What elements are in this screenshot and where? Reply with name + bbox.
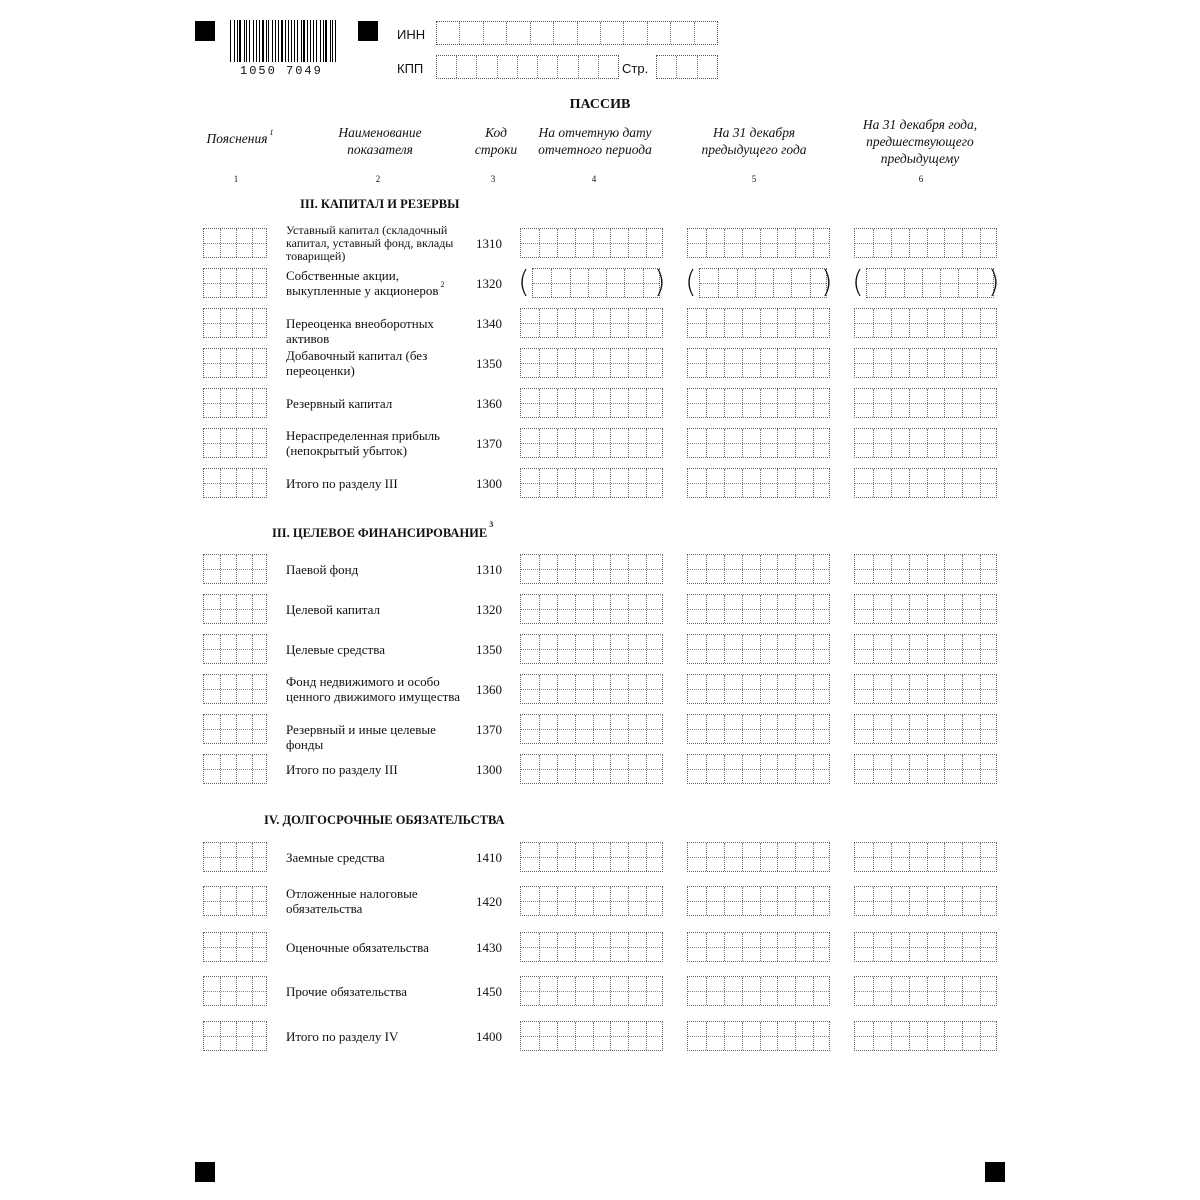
value-prev-year-field[interactable]: [687, 674, 830, 704]
value-prev-year-field[interactable]: [687, 886, 830, 916]
value-current-field[interactable]: [532, 268, 660, 298]
value-year-before-field[interactable]: [854, 674, 997, 704]
row-code: 1350: [476, 356, 502, 371]
value-prev-year-field[interactable]: [687, 754, 830, 784]
notes-field[interactable]: [203, 554, 267, 584]
value-year-before-field[interactable]: [854, 886, 997, 916]
value-current-field[interactable]: [520, 348, 663, 378]
value-current-field[interactable]: [520, 754, 663, 784]
notes-field[interactable]: [203, 1021, 267, 1051]
row-name: Прочие обязательства: [286, 984, 407, 999]
col-number-3: 3: [490, 174, 496, 184]
notes-field[interactable]: [203, 388, 267, 418]
barcode-bar: [246, 20, 247, 62]
open-paren: (: [852, 265, 864, 300]
barcode-bar: [239, 20, 241, 62]
inn-field[interactable]: [436, 21, 718, 45]
barcode-bar: [281, 20, 283, 62]
col-header-current: На отчетную дату отчетного периода: [538, 125, 652, 157]
value-year-before-field[interactable]: [854, 842, 997, 872]
barcode-bar: [256, 20, 257, 62]
row-name: Добавочный капитал (без переоценки): [286, 348, 428, 378]
row-name: Фонд недвижимого и особо ценного движимого имущества: [286, 674, 461, 704]
value-prev-year-field[interactable]: [687, 842, 830, 872]
row-code: 1450: [476, 984, 502, 999]
close-paren: ): [654, 265, 666, 300]
row-code: 1370: [476, 436, 502, 451]
value-current-field[interactable]: [520, 1021, 663, 1051]
value-prev-year-field[interactable]: [687, 932, 830, 962]
page-number-field[interactable]: [656, 55, 718, 79]
value-prev-year-field[interactable]: [687, 714, 830, 744]
barcode-bar: [275, 20, 276, 62]
row-code: 1300: [476, 762, 502, 777]
barcode-bar: [268, 20, 269, 62]
value-current-field[interactable]: [520, 308, 663, 338]
row-code: 1300: [476, 476, 502, 491]
value-current-field[interactable]: [520, 976, 663, 1006]
row-code: 1420: [476, 894, 502, 909]
value-current-field[interactable]: [520, 932, 663, 962]
row-code: 1400: [476, 1029, 502, 1044]
value-current-field[interactable]: [520, 714, 663, 744]
value-prev-year-field[interactable]: [687, 634, 830, 664]
row-name: Заемные средства: [286, 850, 385, 865]
value-year-before-field[interactable]: [854, 932, 997, 962]
barcode-bar: [259, 20, 260, 62]
barcode-bar: [320, 20, 321, 62]
value-year-before-field[interactable]: [854, 348, 997, 378]
col-number-2: 2: [375, 174, 381, 184]
value-prev-year-field[interactable]: [687, 428, 830, 458]
barcode-bar: [310, 20, 311, 62]
value-year-before-field[interactable]: [854, 754, 997, 784]
value-year-before-field[interactable]: [854, 714, 997, 744]
value-current-field[interactable]: [520, 886, 663, 916]
col-header-year-before: На 31 декабря года, предшествующего предыдущему: [862, 117, 978, 166]
barcode-bar: [332, 20, 333, 62]
barcode-bar: [323, 20, 324, 62]
notes-field[interactable]: [203, 842, 267, 872]
value-year-before-field[interactable]: [854, 554, 997, 584]
page-label: Стр.: [622, 61, 649, 76]
kpp-label: КПП: [397, 61, 424, 76]
value-prev-year-field[interactable]: [687, 468, 830, 498]
notes-field[interactable]: [203, 886, 267, 916]
page-title: ПАССИВ: [569, 97, 631, 112]
row-code: 1320: [476, 602, 502, 617]
col-number-4: 4: [591, 174, 597, 184]
barcode: [230, 20, 338, 62]
col-number-5: 5: [751, 174, 757, 184]
value-year-before-field[interactable]: [866, 268, 994, 298]
row-name: Переоценка внеоборотных активов: [286, 316, 434, 346]
col-number-1: 1: [233, 174, 239, 184]
value-current-field[interactable]: [520, 388, 663, 418]
value-current-field[interactable]: [520, 842, 663, 872]
value-current-field[interactable]: [520, 594, 663, 624]
value-current-field[interactable]: [520, 554, 663, 584]
open-paren: (: [685, 265, 697, 300]
notes-field[interactable]: [203, 468, 267, 498]
row-code: 1340: [476, 316, 502, 331]
row-code: 1320: [476, 276, 502, 291]
value-current-field[interactable]: [520, 674, 663, 704]
open-paren: (: [518, 265, 530, 300]
notes-field[interactable]: [203, 754, 267, 784]
notes-field[interactable]: [203, 268, 267, 298]
value-year-before-field[interactable]: [854, 468, 997, 498]
row-code: 1410: [476, 850, 502, 865]
notes-field[interactable]: [203, 348, 267, 378]
value-prev-year-field[interactable]: [687, 1021, 830, 1051]
value-year-before-field[interactable]: [854, 1021, 997, 1051]
barcode-bar: [234, 20, 235, 62]
close-paren: ): [988, 265, 1000, 300]
row-name: Итого по разделу III: [286, 762, 398, 777]
section-title-long-term-liabilities: IV. ДОЛГОСРОЧНЫЕ ОБЯЗАТЕЛЬСТВА: [264, 813, 505, 827]
barcode-bar: [303, 20, 305, 62]
value-prev-year-field[interactable]: [687, 388, 830, 418]
barcode-bar: [288, 20, 289, 62]
barcode-bar: [285, 20, 286, 62]
value-year-before-field[interactable]: [854, 228, 997, 258]
corner-marker-bottom-right: [985, 1162, 1005, 1182]
value-year-before-field[interactable]: [854, 308, 997, 338]
barcode-bar: [278, 20, 279, 62]
barcode-bar: [297, 20, 298, 62]
close-paren: ): [821, 265, 833, 300]
notes-field[interactable]: [203, 634, 267, 664]
corner-marker-top-left: [195, 21, 215, 41]
notes-field[interactable]: [203, 428, 267, 458]
section-title-targeted-financing: III. ЦЕЛЕВОЕ ФИНАНСИРОВАНИЕ$^3$: [272, 520, 494, 540]
value-year-before-field[interactable]: [854, 388, 997, 418]
barcode-bar: [291, 20, 292, 62]
row-name: Целевые средства: [286, 642, 385, 657]
notes-field[interactable]: [203, 674, 267, 704]
barcode-bar: [313, 20, 314, 62]
notes-field[interactable]: [203, 308, 267, 338]
corner-marker-bottom-left: [195, 1162, 215, 1182]
value-current-field[interactable]: [520, 468, 663, 498]
value-year-before-field[interactable]: [854, 976, 997, 1006]
row-name: Собственные акции, выкупленные у акционеров $^2$: [286, 268, 445, 298]
notes-field[interactable]: [203, 714, 267, 744]
notes-field[interactable]: [203, 976, 267, 1006]
row-name: Целевой капитал: [286, 602, 381, 617]
row-name: Резервный капитал: [286, 396, 393, 411]
barcode-bar: [335, 20, 336, 62]
row-name: Оценочные обязательства: [286, 940, 429, 955]
value-year-before-field[interactable]: [854, 634, 997, 664]
value-current-field[interactable]: [520, 228, 663, 258]
barcode-bar: [253, 20, 254, 62]
barcode-bar: [330, 20, 331, 62]
value-current-field[interactable]: [520, 428, 663, 458]
barcode-bar: [307, 20, 308, 62]
barcode-bar: [262, 20, 264, 62]
barcode-bar: [316, 20, 317, 62]
value-prev-year-field[interactable]: [687, 554, 830, 584]
value-prev-year-field[interactable]: [687, 348, 830, 378]
section-title-capital: III. КАПИТАЛ И РЕЗЕРВЫ: [300, 197, 460, 211]
col-header-indicator: Наименование показателя: [338, 125, 422, 157]
inn-label: ИНН: [397, 27, 426, 42]
row-code: 1360: [476, 682, 502, 697]
row-name: Итого по разделу III: [286, 476, 398, 491]
row-code: 1430: [476, 940, 502, 955]
value-current-field[interactable]: [520, 634, 663, 664]
barcode-bar: [244, 20, 245, 62]
row-code: 1310: [476, 236, 502, 251]
row-name: Итого по разделу IV: [286, 1029, 399, 1044]
col-header-notes: Пояснения $^1$: [206, 128, 274, 146]
value-year-before-field[interactable]: [854, 594, 997, 624]
row-name: Отложенные налоговые обязательства: [286, 886, 418, 916]
value-prev-year-field[interactable]: [687, 594, 830, 624]
col-number-6: 6: [918, 174, 924, 184]
row-code: 1350: [476, 642, 502, 657]
value-prev-year-field[interactable]: [699, 268, 827, 298]
barcode-bar: [301, 20, 302, 62]
notes-field[interactable]: [203, 228, 267, 258]
col-header-prev-year: На 31 декабря предыдущего года: [701, 125, 807, 157]
col-header-code: Код строки: [474, 125, 518, 157]
barcode-bar: [237, 20, 238, 62]
row-code: 1370: [476, 722, 502, 737]
notes-field[interactable]: [203, 932, 267, 962]
barcode-bar: [230, 20, 231, 62]
value-year-before-field[interactable]: [854, 428, 997, 458]
kpp-field[interactable]: [436, 55, 619, 79]
notes-field[interactable]: [203, 594, 267, 624]
row-name: Паевой фонд: [286, 562, 359, 577]
value-prev-year-field[interactable]: [687, 308, 830, 338]
barcode-bar: [249, 20, 250, 62]
row-code: 1360: [476, 396, 502, 411]
barcode-bar: [294, 20, 295, 62]
barcode-bar: [272, 20, 273, 62]
row-name: Уставный капитал (складочный капитал, уставный фонд, вклады товарищей): [286, 223, 454, 263]
row-name: Резервный и иные целевые фонды: [286, 722, 436, 752]
row-code: 1310: [476, 562, 502, 577]
row-name: Нераспределенная прибыль (непокрытый убыток): [286, 428, 440, 458]
barcode-bar: [325, 20, 327, 62]
barcode-bar: [266, 20, 267, 62]
corner-marker-top-right: [358, 21, 378, 41]
value-prev-year-field[interactable]: [687, 228, 830, 258]
barcode-number: 1050 7049: [240, 64, 323, 78]
value-prev-year-field[interactable]: [687, 976, 830, 1006]
